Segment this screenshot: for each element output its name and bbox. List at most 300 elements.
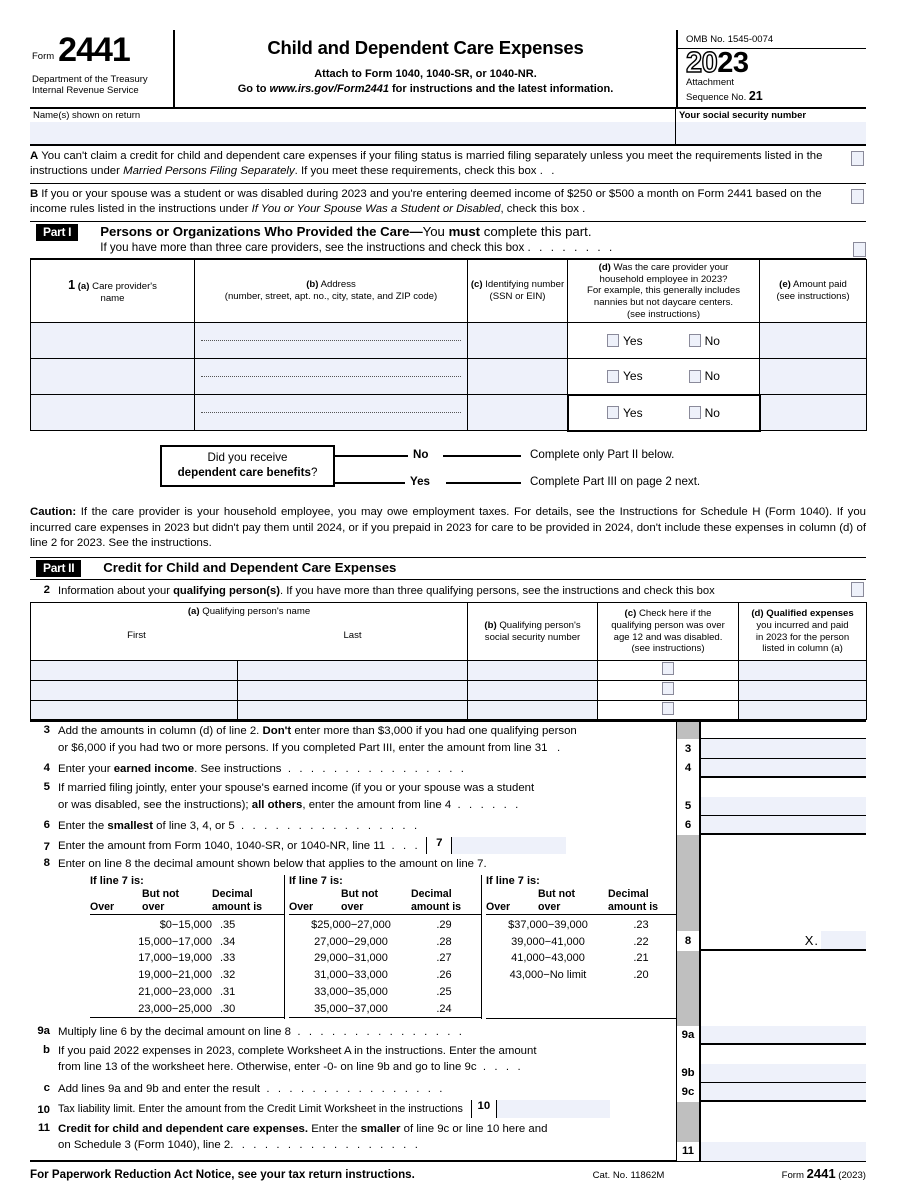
col-d-qualified-expenses-header <box>739 603 867 661</box>
part-1-leader: . . . . . . . . <box>527 240 615 254</box>
household-no-label: No <box>704 405 720 420</box>
answer-5-blank <box>701 778 866 797</box>
answer-shade-lines-7-8 <box>676 835 701 931</box>
line-7-number: 7 <box>43 840 50 853</box>
household-no-label: No <box>704 333 720 348</box>
qp-col-b-label-1: Qualifying person's <box>499 620 581 632</box>
qp-disabled-checkbox[interactable] <box>662 662 674 675</box>
line-b-italic: If You or Your Spouse Was a Student or Disabled <box>251 203 501 216</box>
part-1-more-providers: If you have more than three care providers, see the instructions and check this box <box>100 240 525 254</box>
qualifying-persons-header-row <box>31 603 867 661</box>
answer-8-input[interactable] <box>821 931 866 949</box>
line-5-leader: . . . . . . <box>457 798 521 811</box>
household-yes-label: Yes <box>623 369 643 384</box>
decimal-value: .32 <box>220 969 236 982</box>
decimal-amount-2: amount is <box>212 900 263 913</box>
line-a-italic: Married Persons Filing Separately <box>123 165 295 178</box>
line-6-text <box>58 817 676 836</box>
household-no-checkbox[interactable] <box>689 406 701 419</box>
decimal-value: .26 <box>436 969 452 982</box>
decimal-range: 29,000−31,000 <box>314 952 388 965</box>
answer-9b-number: 9b <box>676 1064 701 1083</box>
household-yes-checkbox[interactable] <box>607 370 619 383</box>
provider-household-employee-cell <box>568 323 760 359</box>
form-word-label: Form <box>32 51 55 63</box>
decimal-range: $37,000−39,000 <box>508 918 588 931</box>
qp-col-c-label-3: age 12 and was disabled. <box>613 631 723 643</box>
line-9b-number: b <box>43 1043 50 1056</box>
qp-col-d-tag: (d) <box>751 608 764 620</box>
line-5-bold: all others <box>251 798 303 811</box>
omb-number: OMB No. 1545-0074 <box>678 30 866 49</box>
decimal-range: 15,000−17,000 <box>138 935 212 948</box>
line-9b-text-1: If you paid 2022 expenses in 2023, complete Worksheet A in the instructions. Enter the amount <box>58 1044 537 1057</box>
qp-col-a-tag: (a) <box>187 606 200 618</box>
line-6-number: 6 <box>43 819 50 832</box>
benefits-yes-connector-right <box>446 482 521 484</box>
address-dotted-rule <box>201 412 461 413</box>
line-2-text <box>58 582 849 600</box>
decimal-row <box>289 984 481 1001</box>
part-1-more-providers-checkbox[interactable] <box>853 242 866 257</box>
col-d-label-5: (see instructions) <box>626 308 701 320</box>
care-providers-table <box>30 259 867 432</box>
decimal-value: .25 <box>436 985 452 998</box>
decimal-if-label: If line 7 is: <box>289 875 343 888</box>
part-1-must: must <box>448 223 481 239</box>
decimal-row <box>486 917 678 934</box>
caution-label: Caution: <box>30 505 77 518</box>
qp-col-d-bold: Qualified expenses <box>766 608 854 620</box>
answer-6-number: 6 <box>676 816 701 835</box>
decimal-range: 33,000−35,000 <box>314 985 388 998</box>
line-5-text-2: or was disabled, see the instructions); <box>58 798 252 811</box>
provider-address-input[interactable] <box>195 395 468 431</box>
decimal-if-label: If line 7 is: <box>90 875 144 888</box>
footer-form-word: Form <box>781 1169 804 1181</box>
ssn-input[interactable] <box>676 122 866 144</box>
decimal-value: .23 <box>633 918 649 931</box>
provider-name-input[interactable] <box>31 359 195 395</box>
line-3-text <box>58 722 676 760</box>
header-right-block <box>676 30 866 107</box>
line-a-leader: . . <box>539 165 557 178</box>
line-3-number: 3 <box>43 724 50 737</box>
line-6-row <box>30 817 676 836</box>
decimal-range: 41,000−43,000 <box>511 952 585 965</box>
provider-household-employee-cell <box>568 359 760 395</box>
line-9b-leader: . . . . <box>482 1061 524 1074</box>
household-yes-checkbox[interactable] <box>607 334 619 347</box>
line-9b-row <box>30 1042 676 1080</box>
line-b-text-2: , check this box <box>500 203 579 216</box>
decimal-value: .35 <box>220 918 236 931</box>
decimal-butnot-1: But not <box>142 888 180 901</box>
line-4-number: 4 <box>43 762 50 775</box>
decimal-row <box>90 967 284 984</box>
footer-form-number: 2441 <box>806 1165 836 1181</box>
provider-amount-input[interactable] <box>760 323 867 359</box>
answer-11-input[interactable] <box>701 1142 866 1161</box>
provider-name-input[interactable] <box>31 323 195 359</box>
line-2-bold: qualifying person(s) <box>173 585 280 598</box>
line-9c-text-1: Add lines 9a and 9b and enter the result <box>58 1082 261 1095</box>
decimal-range: 43,000−No limit <box>509 969 587 982</box>
provider-idnum-input[interactable] <box>468 323 568 359</box>
decimal-range: 17,000−19,000 <box>138 952 212 965</box>
decimal-row <box>289 967 481 984</box>
qp-col-d-label-4: listed in column (a) <box>762 643 843 655</box>
benefits-no-result: Complete only Part II below. <box>530 447 675 461</box>
line-b-text <box>30 187 849 218</box>
decimal-value: .34 <box>220 935 236 948</box>
decimal-value: .29 <box>436 918 452 931</box>
line-10-input[interactable] <box>497 1100 610 1118</box>
decimal-value <box>610 984 672 1001</box>
household-yes-label: Yes <box>623 405 643 420</box>
line-4-text-1: Enter your <box>58 763 114 776</box>
line-1-number: 1 <box>68 277 76 292</box>
footer-form-id <box>716 1166 866 1181</box>
decimal-row <box>486 984 678 1001</box>
decimal-range <box>486 1001 610 1018</box>
qp-disabled-checkbox[interactable] <box>662 682 674 695</box>
answer-blank-lines-10-11 <box>701 1102 866 1142</box>
line-a-text <box>30 149 849 180</box>
line-3-text-1: Add the amounts in column (d) of line 2. <box>58 725 263 738</box>
household-no-option[interactable] <box>689 406 720 421</box>
col-e-header <box>760 259 867 323</box>
household-no-option[interactable] <box>689 369 720 384</box>
provider-idnum-input[interactable] <box>468 395 568 431</box>
household-no-checkbox[interactable] <box>689 334 701 347</box>
answer-3-input[interactable] <box>701 739 866 759</box>
form-header <box>30 30 866 109</box>
provider-name-input[interactable] <box>31 395 195 431</box>
col-e-label-2: (see instructions) <box>776 291 850 303</box>
qp-col-a-label: Qualifying person's name <box>202 606 311 618</box>
decimal-value: .28 <box>436 935 452 948</box>
col-d-label-1: Was the care provider your <box>613 261 729 273</box>
qp-ssn-input[interactable] <box>468 661 598 681</box>
decimal-range: 27,000−29,000 <box>314 935 388 948</box>
col-a-qualifying-name-header <box>31 603 468 661</box>
provider-amount-input[interactable] <box>760 359 867 395</box>
part-1-tag: Part I <box>36 224 78 241</box>
decimal-amount-table <box>90 875 672 1018</box>
line-11-bold-2: smaller <box>360 1122 401 1135</box>
line-9b-text <box>58 1042 676 1080</box>
decimal-value: .21 <box>633 952 649 965</box>
line-7-text-1: Enter the amount from Form 1040, 1040-SR, or 1040-NR, line 11 <box>58 839 386 852</box>
household-yes-option[interactable] <box>607 334 643 349</box>
decimal-butnot-header <box>142 888 212 913</box>
decimal-row <box>289 950 481 967</box>
answer-9a-input[interactable] <box>701 1026 866 1045</box>
address-dotted-rule <box>201 376 461 377</box>
provider-idnum-input[interactable] <box>468 359 568 395</box>
header-title-block <box>175 30 676 107</box>
line-b-text-1: If you or your spouse was a student or was disabled during 2023 and you're entering deemed income of $250 or $500 a month on Form 2441 based on the income rules listed in the instructions under <box>30 187 822 216</box>
name-field-label: Name(s) shown on return <box>33 109 141 121</box>
answer-4-number: 4 <box>676 759 701 778</box>
line-9c-number: c <box>43 1081 50 1094</box>
qp-ssn-input[interactable] <box>468 700 598 720</box>
answer-blank-lines-7-8 <box>701 835 866 931</box>
taxpayer-identity-row <box>30 109 866 146</box>
line-6-text-2: of line 3, 4, or 5 <box>152 820 235 833</box>
line-2-text-1: Information about your <box>58 585 174 598</box>
decimal-range: 23,000−25,000 <box>138 1002 212 1015</box>
answer-3-number: 3 <box>676 739 701 759</box>
department-line-1: Department of the Treasury <box>32 74 148 86</box>
line-9a-row <box>30 1023 676 1042</box>
answer-11-number: 11 <box>676 1142 701 1161</box>
decimal-group <box>284 875 481 1018</box>
qp-col-c-label-1: Check here if the <box>638 608 712 620</box>
household-no-option[interactable] <box>689 334 720 349</box>
decimal-amount-header <box>411 888 481 913</box>
decimal-if-label: If line 7 is: <box>486 875 540 888</box>
line-4-text-2: . See instructions <box>194 763 282 776</box>
decimal-amount-1: Decimal <box>608 888 649 901</box>
part-2-heading: Credit for Child and Dependent Care Expenses <box>103 560 397 576</box>
attachment-sequence <box>686 78 866 104</box>
answer-shade-lines-10-11 <box>676 1102 701 1142</box>
qp-col-c-label-4: (see instructions) <box>631 643 705 655</box>
decimal-range: $25,000−27,000 <box>311 918 391 931</box>
col-b-label-2: (number, street, apt. no., city, state, and ZIP code) <box>224 291 438 303</box>
name-input[interactable] <box>30 122 675 144</box>
line-11-text <box>58 1120 676 1158</box>
qp-last-name-input[interactable] <box>238 661 468 681</box>
goto-prefix: Go to <box>237 83 270 95</box>
benefits-no-connector-left <box>335 455 408 457</box>
line-7-input[interactable] <box>452 837 566 854</box>
part-1-heading-line2 <box>100 240 866 257</box>
decimal-row <box>90 917 284 934</box>
decimal-range: 19,000−21,000 <box>138 969 212 982</box>
line-8-text: Enter on line 8 the decimal amount shown below that applies to the amount on line 7. <box>58 858 487 871</box>
col-d-label-2: household employee in 2023? <box>599 273 728 285</box>
answer-blank-top <box>701 722 866 739</box>
qp-first-name-input[interactable] <box>31 661 238 681</box>
line-11-row <box>30 1120 676 1158</box>
benefits-question-mark: ? <box>310 465 318 479</box>
col-c-disabled-check-header <box>598 603 739 661</box>
col-d-label-4: nannies but not daycare centers. <box>593 297 734 309</box>
line-2-number: 2 <box>43 584 50 597</box>
decimal-butnot-1: But not <box>538 888 576 901</box>
attachment-label: Attachment <box>686 76 735 88</box>
qp-expenses-input[interactable] <box>739 680 867 700</box>
qp-col-d-label-2: you incurred and paid <box>756 620 849 632</box>
line-6-text-1: Enter the <box>58 820 108 833</box>
line-4-bold: earned income <box>113 763 195 776</box>
line-9c-row <box>30 1080 676 1099</box>
goto-instruction <box>179 83 672 95</box>
caution-text: If the care provider is your household employee, you may owe employment taxes. For details, see the Instructions for Schedule H (Form 1040). If you incurred care expenses in 2023 but didn't pay them until 2024, or if you prepaid in 2023 for care to be provided in 2024, don't include these expenses in column (d) of line 2 for 2023. See the instructions. <box>30 505 866 550</box>
col-c-label-1: Identifying number <box>485 279 565 291</box>
answer-9c-input[interactable] <box>701 1083 866 1102</box>
line-7-leader: . . . <box>391 839 421 852</box>
provider-address-input[interactable] <box>195 323 468 359</box>
answer-9b-input[interactable] <box>701 1064 866 1083</box>
decimal-butnot-2: over <box>142 900 165 913</box>
line-7-text <box>58 837 420 855</box>
answer-5-spacer <box>676 778 701 797</box>
answer-9b-blank <box>701 1045 866 1064</box>
care-providers-header-row <box>31 259 867 323</box>
line-9b-text-2: from line 13 of the worksheet here. Otherwise, enter -0- on line 9b and go to line 9c <box>58 1061 477 1074</box>
decimal-row <box>90 934 284 951</box>
col-a-label-2: name <box>100 292 125 304</box>
line-11-number: 11 <box>37 1121 50 1134</box>
line-9a-leader: . . . . . . . . . . . . . . . <box>297 1025 465 1038</box>
benefits-yes-connector-left <box>335 482 405 484</box>
line-a-checkbox[interactable] <box>851 151 864 166</box>
qp-last-name-input[interactable] <box>238 680 468 700</box>
decimal-value: .22 <box>633 935 649 948</box>
household-yes-option[interactable] <box>607 369 643 384</box>
qp-ssn-input[interactable] <box>468 680 598 700</box>
line-7-answer-group <box>426 837 566 854</box>
line-10-number: 10 <box>37 1104 50 1117</box>
attach-instruction: Attach to Form 1040, 1040-SR, or 1040-NR. <box>314 68 537 80</box>
line-11-text-3: on Schedule 3 (Form 1040), line 2 <box>58 1139 231 1152</box>
col-c-label-2: (SSN or EIN) <box>489 291 546 303</box>
decimal-range <box>486 984 610 1001</box>
name-field-cell <box>30 109 676 144</box>
qp-disabled-checkbox[interactable] <box>662 702 674 715</box>
decimal-row <box>90 1001 284 1018</box>
col-d-tag: (d) <box>598 261 611 273</box>
decimal-butnot-header <box>538 888 608 913</box>
answer-9c-number: 9c <box>676 1083 701 1102</box>
address-dotted-rule <box>201 340 461 341</box>
answer-shade-decimal-table <box>676 951 701 1026</box>
line-9c-text <box>58 1080 676 1099</box>
decimal-range: $0−15,000 <box>159 918 212 931</box>
answer-5-number: 5 <box>676 797 701 816</box>
decimal-value: .20 <box>633 969 649 982</box>
benefits-question-line1: Did you receive <box>207 451 288 465</box>
line-b-checkbox[interactable] <box>851 189 864 204</box>
answer-8-number: 8 <box>676 931 701 951</box>
decimal-butnot-1: But not <box>341 888 379 901</box>
line-a-text-2: . If you meet these requirements, check this box <box>294 165 537 178</box>
col-d-header <box>568 259 760 323</box>
qualifying-person-row <box>31 700 867 720</box>
goto-suffix: for instructions and the latest information. <box>388 83 614 95</box>
line-9a-text <box>58 1023 676 1042</box>
footer-form-year: (2023) <box>838 1169 866 1181</box>
qp-col-c-label-2: qualifying person was over <box>611 620 725 632</box>
ssn-field-cell <box>676 109 866 144</box>
decimal-amount-2: amount is <box>411 900 462 913</box>
line-2-intro-row <box>30 579 866 602</box>
line-9c-leader: . . . . . . . . . . . . . . . . <box>266 1082 446 1095</box>
decimal-butnot-header <box>341 888 411 913</box>
col-b-tag: (b) <box>306 279 319 291</box>
line-7-row <box>30 836 676 855</box>
part-1-dash: — <box>409 223 423 239</box>
col-c-tag: (c) <box>470 279 483 291</box>
qp-first-name-input[interactable] <box>31 700 238 720</box>
decimal-row <box>486 934 678 951</box>
qp-col-b-label-2: social security number <box>484 631 581 643</box>
benefits-question-line2 <box>162 466 333 481</box>
household-yes-checkbox[interactable] <box>607 406 619 419</box>
line-b-letter: B <box>30 187 39 200</box>
answer-9a-number: 9a <box>676 1026 701 1045</box>
line-4-text <box>58 760 676 779</box>
provider-address-input[interactable] <box>195 359 468 395</box>
benefits-question-box <box>160 445 335 487</box>
irs-url-link[interactable]: www.irs.gov/Form2441 <box>269 83 389 95</box>
line-2-more-persons-checkbox[interactable] <box>851 582 864 597</box>
line-4-leader: . . . . . . . . . . . . . . . . <box>287 763 467 776</box>
line-5-number: 5 <box>43 781 50 794</box>
household-no-checkbox[interactable] <box>689 370 701 383</box>
line-3-text-2: enter more than $3,000 if you had one qualifying person <box>291 725 577 738</box>
answer-shade-top <box>676 722 701 739</box>
household-yes-option[interactable] <box>607 406 643 421</box>
line-9a-text-1: Multiply line 6 by the decimal amount on line 8 <box>58 1025 292 1038</box>
decimal-range: 21,000−23,000 <box>138 985 212 998</box>
decimal-row <box>289 934 481 951</box>
line-10-answer-group <box>471 1100 610 1118</box>
line-5-text-3: , enter the amount from line 4 <box>302 798 452 811</box>
line-3-text-3: or $6,000 if you had two or more persons. If you completed Part III, enter the amount from line 31 <box>58 741 548 754</box>
decimal-value <box>610 1001 672 1018</box>
qp-expenses-input[interactable] <box>739 700 867 720</box>
household-no-label: No <box>704 369 720 384</box>
decimal-row <box>486 950 678 967</box>
line-6-leader: . . . . . . . . . . . . . . . . <box>241 820 420 833</box>
line-a-row <box>30 146 866 184</box>
line-10-box-number: 10 <box>472 1100 497 1118</box>
sequence-number: 21 <box>748 88 763 103</box>
line-b-leader: . <box>582 203 588 216</box>
qp-disabled-check-cell <box>598 680 739 700</box>
qp-expenses-input[interactable] <box>739 661 867 681</box>
form-number: 2441 <box>58 31 130 69</box>
qualifying-persons-table <box>30 602 867 720</box>
header-left-block <box>30 30 175 107</box>
line-11-bold-1: Credit for child and dependent care expenses. <box>58 1122 309 1135</box>
provider-amount-input[interactable] <box>760 395 867 431</box>
tax-year-block <box>678 49 866 107</box>
answer-6-input[interactable] <box>701 816 866 835</box>
qp-disabled-check-cell <box>598 700 739 720</box>
qp-last-name-input[interactable] <box>238 700 468 720</box>
decimal-value: .33 <box>220 952 236 965</box>
answer-4-input[interactable] <box>701 759 866 778</box>
benefits-question-bold: dependent care benefits <box>177 465 311 479</box>
decimal-row <box>90 950 284 967</box>
col-d-label-3: For example, this generally includes <box>586 285 741 297</box>
qp-first-name-input[interactable] <box>31 680 238 700</box>
lines-left-column <box>30 722 676 1157</box>
part-1-heading <box>78 222 866 258</box>
decimal-butnot-2: over <box>341 900 364 913</box>
answer-9b-spacer <box>676 1045 701 1064</box>
part-1-banner <box>30 222 866 259</box>
answer-5-input[interactable] <box>701 797 866 816</box>
line-5-row <box>30 779 676 817</box>
line-3-row <box>30 722 676 760</box>
